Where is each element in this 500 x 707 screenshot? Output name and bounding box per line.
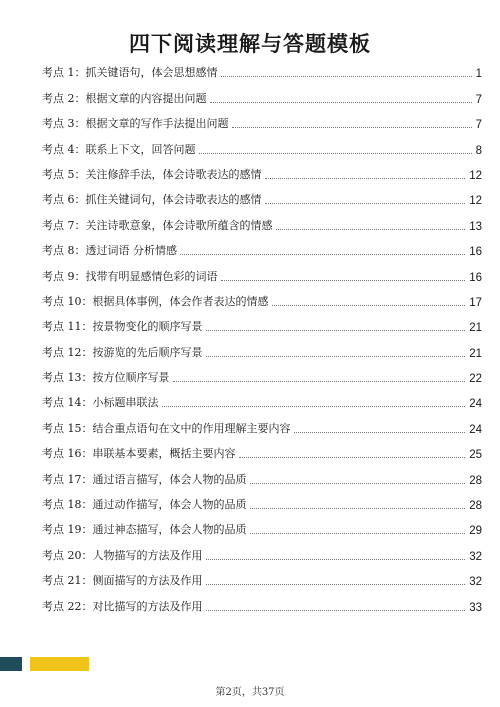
toc-leader-dots (206, 330, 466, 331)
toc-entry-label: 考点 22：对比描写的方法及作用 (42, 599, 203, 613)
toc-entry-page-number: 29 (469, 525, 482, 538)
toc-leader-dots (265, 203, 466, 204)
toc-entry[interactable] (42, 388, 482, 413)
toc-entry[interactable] (42, 83, 482, 108)
toc-entry-page-number: 25 (469, 449, 482, 462)
toc-entry-page-number: 7 (475, 119, 482, 132)
toc-entry[interactable] (42, 439, 482, 464)
toc-entry-page-number: 24 (469, 423, 482, 436)
toc-leader-dots (265, 178, 466, 179)
toc-leader-dots (250, 508, 466, 509)
toc-entry-page-number: 21 (469, 347, 482, 360)
toc-entry[interactable] (42, 287, 482, 312)
toc-entry[interactable] (42, 185, 482, 210)
toc-entry[interactable] (42, 58, 482, 83)
toc-leader-dots (250, 483, 466, 484)
toc-entry[interactable] (42, 464, 482, 489)
toc-leader-dots (199, 153, 472, 154)
toc-entry-label: 考点 9：找带有明显感情色彩的词语 (42, 269, 218, 283)
toc-entry-label: 考点 8：透过词语 分析情感 (42, 244, 177, 258)
toc-entry-page-number: 22 (469, 373, 482, 386)
page-footer: 第2页，共37页 (215, 687, 285, 698)
toc-entry[interactable] (42, 160, 482, 185)
toc-entry-page-number: 16 (469, 271, 482, 284)
toc-leader-dots (180, 254, 465, 255)
toc-entry-label: 考点 4：联系上下文，回答问题 (42, 142, 196, 156)
toc-leader-dots (272, 305, 466, 306)
toc-entry-label: 考点 16：串联基本要素，概括主要内容 (42, 447, 236, 461)
document-title: 四下阅读理解与答题模板 (129, 31, 371, 56)
toc-entry-page-number: 32 (469, 576, 482, 589)
toc-entry-page-number: 1 (475, 68, 482, 81)
toc-leader-dots (210, 102, 472, 103)
toc-entry[interactable] (42, 591, 482, 616)
toc-entry-page-number: 17 (469, 296, 482, 309)
toc-entry-page-number: 24 (469, 398, 482, 411)
toc-entry-label: 考点 11：按景物变化的顺序写景 (42, 320, 203, 334)
toc-entry-page-number: 28 (469, 500, 482, 513)
toc-leader-dots (276, 229, 466, 230)
toc-entry-label: 考点 12：按游览的先后顺序写景 (42, 345, 203, 359)
toc-leader-dots (221, 76, 472, 77)
toc-entry-label: 考点 10：根据具体事例，体会作者表达的情感 (42, 294, 269, 308)
toc-entry-label: 考点 17：通过语言描写，体会人物的品质 (42, 472, 247, 486)
table-of-contents (42, 58, 482, 617)
toc-entry-page-number: 16 (469, 246, 482, 259)
toc-entry-label: 考点 19：通过神态描写，体会人物的品质 (42, 523, 247, 537)
decorative-yellow-bar (30, 657, 89, 671)
toc-entry-label: 考点 6：抓住关键词句，体会诗歌表达的感情 (42, 193, 262, 207)
toc-entry-page-number: 7 (475, 93, 482, 106)
toc-entry-page-number: 12 (469, 195, 482, 208)
toc-leader-dots (206, 610, 466, 611)
toc-entry[interactable] (42, 134, 482, 159)
toc-entry-label: 考点 5：关注修辞手法，体会诗歌表达的感情 (42, 167, 262, 181)
toc-leader-dots (250, 533, 466, 534)
toc-entry-page-number: 21 (469, 322, 482, 335)
toc-entry-page-number: 33 (469, 601, 482, 614)
toc-leader-dots (162, 406, 466, 407)
toc-entry[interactable] (42, 337, 482, 362)
toc-leader-dots (294, 432, 466, 433)
toc-entry[interactable] (42, 363, 482, 388)
toc-leader-dots (239, 457, 466, 458)
toc-entry-label: 考点 2：根据文章的内容提出问题 (42, 91, 207, 105)
toc-entry[interactable] (42, 312, 482, 337)
toc-entry[interactable] (42, 210, 482, 235)
toc-entry-label: 考点 13：按方位顺序写景 (42, 371, 170, 385)
toc-entry-label: 考点 1：抓关键语句，体会思想感情 (42, 66, 218, 80)
toc-leader-dots (206, 559, 466, 560)
toc-leader-dots (206, 356, 466, 357)
toc-leader-dots (206, 584, 466, 585)
toc-entry[interactable] (42, 490, 482, 515)
toc-entry-label: 考点 7：关注诗歌意象，体会诗歌所蕴含的情感 (42, 218, 273, 232)
toc-entry[interactable] (42, 515, 482, 540)
toc-leader-dots (221, 280, 466, 281)
decorative-dark-bar (0, 657, 22, 671)
toc-entry-label: 考点 15：结合重点语句在文中的作用理解主要内容 (42, 421, 291, 435)
toc-entry[interactable] (42, 236, 482, 261)
toc-entry[interactable] (42, 540, 482, 565)
toc-entry-page-number: 28 (469, 474, 482, 487)
toc-entry-page-number: 12 (469, 169, 482, 182)
toc-leader-dots (232, 127, 472, 128)
toc-entry-page-number: 32 (469, 550, 482, 563)
toc-entry-label: 考点 3：根据文章的写作手法提出问题 (42, 117, 229, 131)
toc-entry-label: 考点 20：人物描写的方法及作用 (42, 548, 203, 562)
toc-entry[interactable] (42, 109, 482, 134)
toc-leader-dots (173, 381, 466, 382)
toc-entry-label: 考点 21：侧面描写的方法及作用 (42, 574, 203, 588)
toc-entry[interactable] (42, 261, 482, 286)
toc-entry-page-number: 13 (469, 220, 482, 233)
toc-entry-page-number: 8 (475, 144, 482, 157)
toc-entry-label: 考点 14：小标题串联法 (42, 396, 159, 410)
toc-entry[interactable] (42, 413, 482, 438)
toc-entry[interactable] (42, 566, 482, 591)
toc-entry-label: 考点 18：通过动作描写，体会人物的品质 (42, 498, 247, 512)
